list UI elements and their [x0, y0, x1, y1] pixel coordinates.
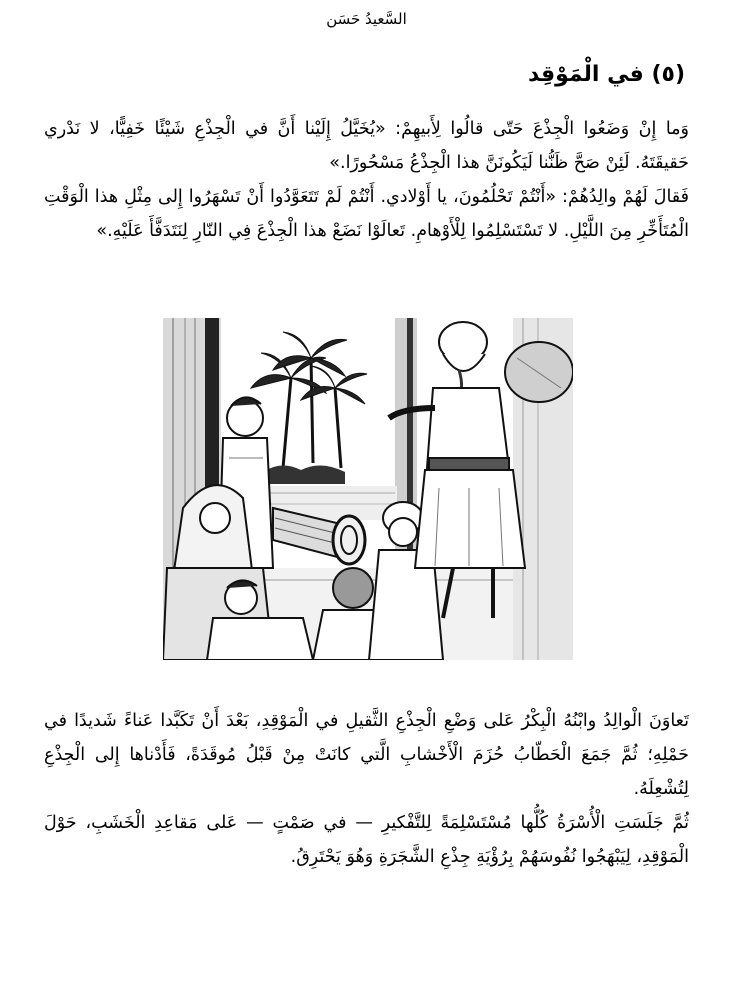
- running-header: السَّعيدُ حَسَن: [326, 10, 407, 28]
- paragraph-4: ثُمَّ جَلَسَتِ الْأُسْرَةُ كُلُّها مُسْتَسْلِمَةً لِلتَّفْكيرِ — في صَمْتٍ — عَلى مَقاعِدِ الْخَشَبِ، حَوْلَ الْمَوْقِدِ، لِيَبْهَجُوا نُفُوسَهُمْ بِرُؤْيَةِ جِذْعِ الشَّجَرَةِ وَهُوَ يَحْتَرِقُ.: [44, 813, 689, 867]
- paragraph-2: فَقالَ لَهُمْ والِدُهُمْ: «أَنْتُمْ تَحْلُمُونَ، يا أَوْلادي. أَنْتُمْ لَمْ تَتَعَوَّدُوا أَنْ تَسْهَرُوا إِلى مِثْلِ هذا الْوَقْتِ الْمُتَأَخِّرِ مِنَ اللَّيْلِ. لا تَسْتَسْلِمُوا لِلْأَوْهامِ. تَعالَوْا نَضَعْ هذا الْجِذْعَ فِي النّارِ لِنَتَدَفَّأَ عَلَيْهِ.»: [44, 187, 689, 241]
- chapter-title: (٥) في الْمَوْقِد: [528, 62, 685, 87]
- paragraph-1: وَما إِنْ وَضَعُوا الْجِذْعَ حَتّى قالُوا لِأَبيهِمْ: «يُخَيَّلُ إِلَيْنا أَنَّ في الْجِذْعِ شَيْئًا خَفِيًّا، لا نَدْري حَقيقَتَهُ. لَئِنْ صَحَّ ظَنُّنا لَيَكُونَنَّ هذا الْجِذْعُ مَسْحُورًا.»: [44, 119, 689, 173]
- paragraph-3: تَعاوَنَ الْوالِدُ وابْنُهُ الْبِكْرُ عَلى وَضْعِ الْجِذْعِ الثَّقيلِ في الْمَوْقِدِ، بَعْدَ أَنْ تَكَبَّدا عَناءً شَديدًا في حَمْلِهِ؛ ثُمَّ جَمَعَ الْحَطّابُ حُزَمَ الْأَخْشابِ الَّتي كانَتْ مِنْ قَبْلُ مُوقَدَةً، فَأَدْناها إِلى الْجِذْعِ لِتُشْعِلَهُ.: [44, 711, 689, 799]
- illustration-woodcutter-family: [163, 318, 573, 660]
